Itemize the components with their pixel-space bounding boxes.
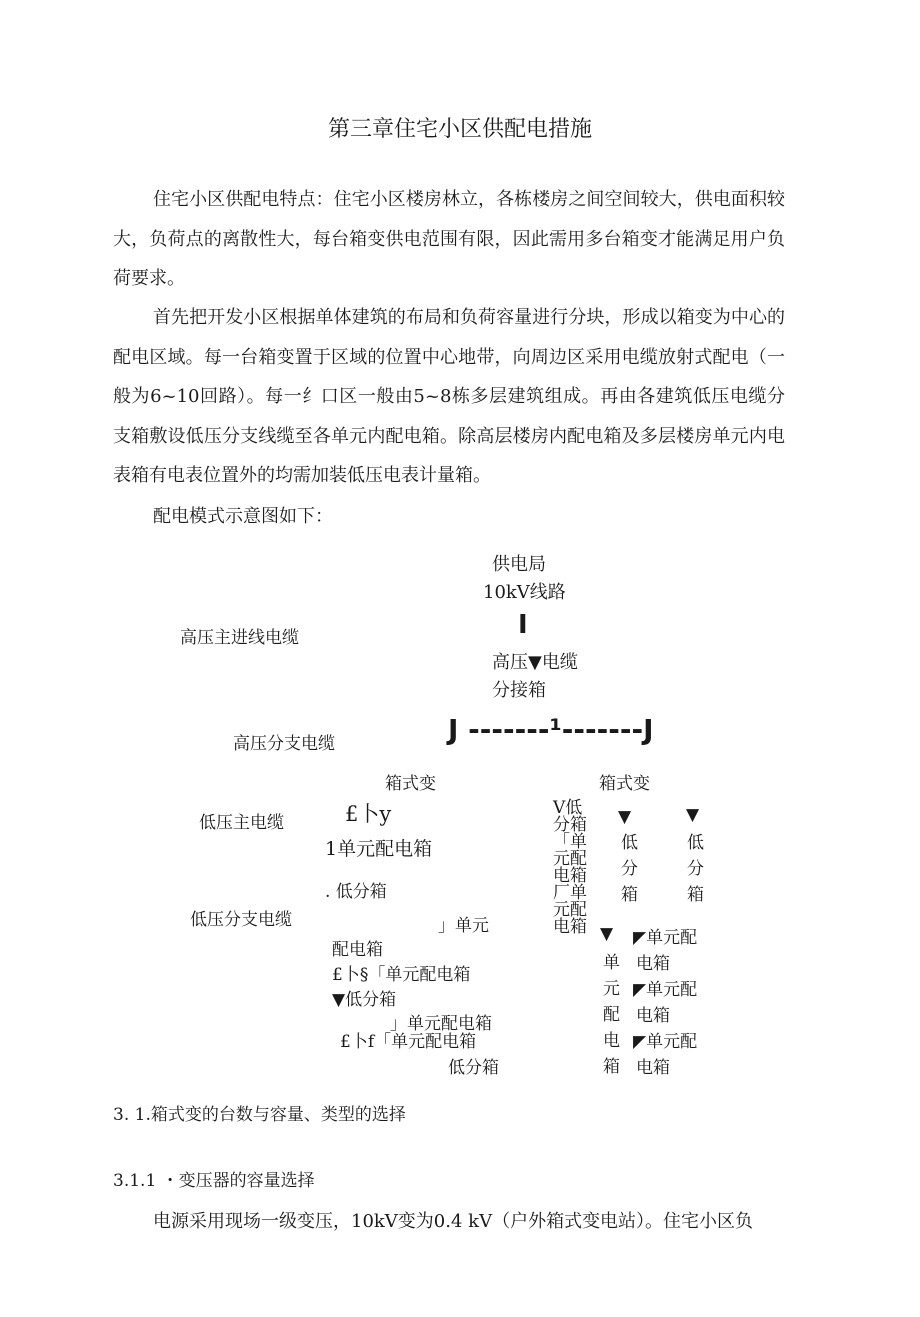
page-title: 第三章住宅小区供配电措施: [327, 117, 592, 142]
section-3-1-heading: 3. 1.箱式变的台数与容量、类型的选择: [113, 1105, 406, 1125]
right-unit-box-1a: ◤单元配: [633, 928, 698, 948]
hv-branch-box-label-1: 高压▼电缆: [492, 652, 578, 673]
hv-main-cable-label: 高压主进线电缆: [180, 628, 299, 648]
paragraph-features: 住宅小区供配电特点：住宅小区楼房林立，各栋楼房之间空间较大，供电面积较大，负荷点的离散性大，每台箱变供电范围有限，因此需用多台箱变才能满足用户负荷要求。: [113, 189, 785, 289]
right-unit-box-2b: 电箱: [636, 1006, 670, 1026]
hv-branch-box-label-2: 分接箱: [492, 680, 546, 701]
left-lv-branch-box-3-text: 低分箱: [448, 1058, 499, 1078]
box-transformer-right: 箱式变: [599, 774, 650, 794]
box-transformer-left: 箱式变: [385, 774, 436, 794]
left-connector-2: £卜§「单元配电箱: [332, 965, 471, 985]
right-triangle-2: ▼: [686, 805, 700, 825]
paragraph-diagram-intro: 配电模式示意图如下：: [153, 506, 333, 527]
right-lv-branch-box-b: 低分箱: [687, 833, 704, 905]
left-lv-branch-box-1: . 低分箱: [325, 882, 387, 902]
right-unit-box-3b-text: 电箱: [636, 1058, 670, 1078]
hv-bus-line: J -------¹-------J: [448, 713, 654, 746]
lv-main-cable-label: 低压主电缆: [199, 813, 284, 833]
left-unit-box-1: 1单元配电箱: [325, 838, 433, 860]
right-unit-box-2a: ◤单元配: [633, 980, 698, 1000]
left-connector-1: £卜y: [345, 802, 392, 826]
feeder-bar-glyph: I: [518, 610, 528, 640]
paragraph-zoning: 首先把开发小区根据单体建筑的布局和负荷容量进行分块，形成以箱变为中心的配电区域。每一台箱变置于区域的位置中心地带，向周边区采用电缆放射式配电（一般为6~10回路）。每一纟口区一般由5~8栋多层建筑组成。再由各建筑低压电缆分支箱敷设低压分支线缆至各单元内配电箱。除高层楼房内配电箱及多层楼房单元内电表箱有电表位置外的均需加装低压电表计量箱。: [113, 307, 785, 486]
right-unit-box-1b: 电箱: [636, 954, 670, 974]
paragraph-power-source: 电源采用现场一级变压，10kV变为0.4 kV（户外箱式变电站）。住宅小区负: [153, 1211, 754, 1232]
left-lv-branch-box-2: ▼低分箱: [332, 990, 397, 1010]
right-unit-box-vertical: 单元配电箱: [603, 953, 620, 1077]
right-unit-box-3a: ◤单元配: [633, 1032, 698, 1052]
left-unit-label-a: 」单元: [438, 916, 489, 936]
left-connector-3: £卜f「单元配电箱: [340, 1032, 477, 1052]
left-lv-branch-box-3: [448, 1053, 499, 1078]
lv-branch-cable-label: 低压分支电缆: [190, 910, 292, 930]
right-unit-box-3b: [636, 1053, 670, 1078]
left-unit-label-b: 配电箱: [332, 940, 383, 960]
right-column-1: V低分箱「单元配电箱厂单元配电箱: [553, 798, 587, 937]
hv-branch-cable-label: 高压分支电缆: [233, 734, 335, 754]
right-triangle-3: ▼: [600, 924, 614, 944]
line-10kv-label: 10kV线路: [483, 582, 566, 603]
section-3-1-1-heading: 3.1.1 ・变压器的容量选择: [113, 1171, 315, 1191]
right-triangle-1: ▼: [618, 807, 632, 827]
left-unit-box-2: 」单元配电箱: [390, 1014, 492, 1034]
supply-bureau-label: 供电局: [492, 554, 546, 575]
right-lv-branch-box-a: 低分箱: [621, 833, 638, 905]
